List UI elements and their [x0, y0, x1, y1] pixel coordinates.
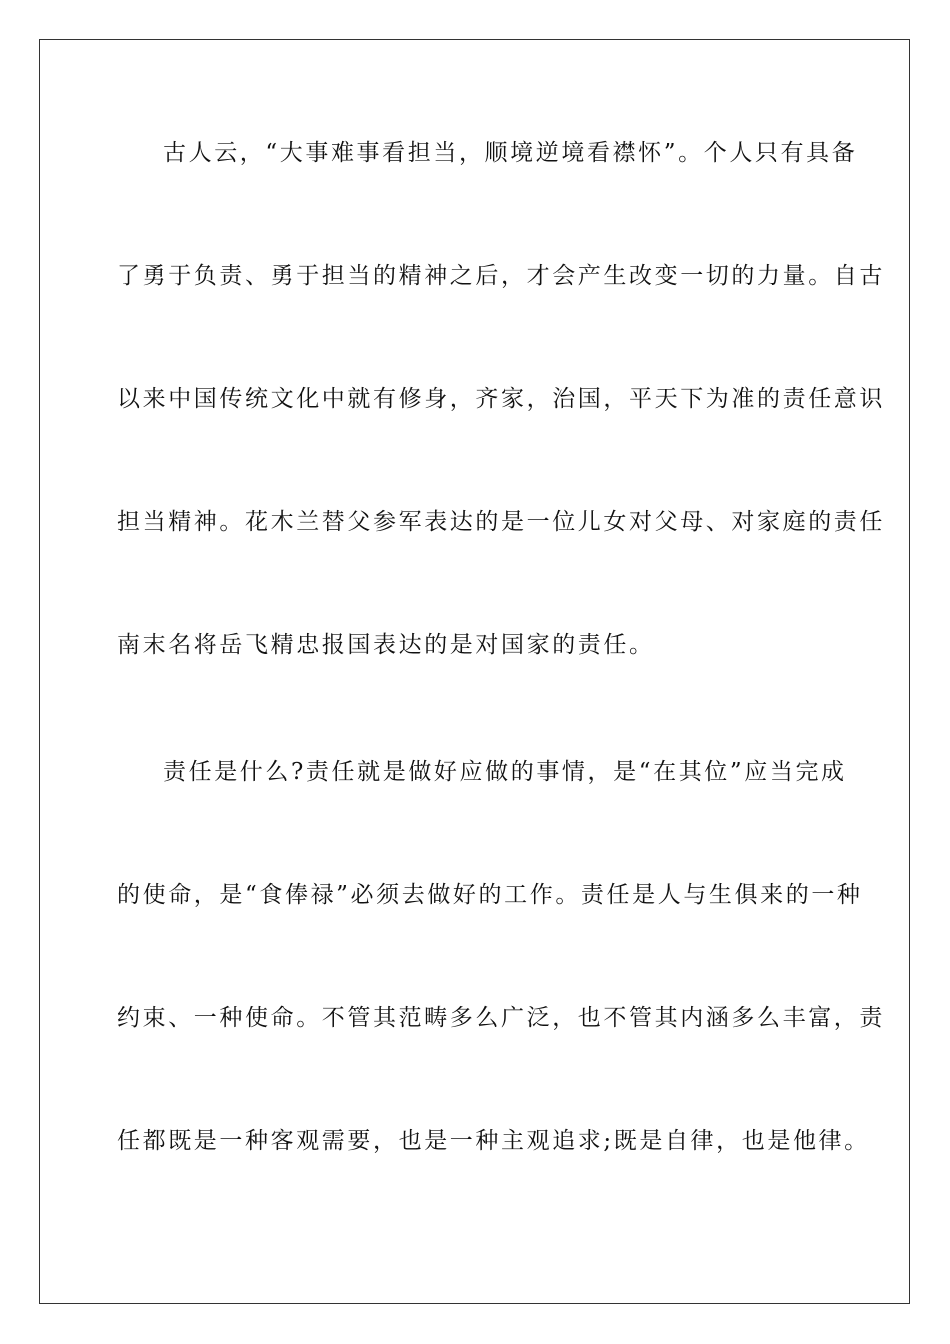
text-line: 约束、一种使命。不管其范畴多么广泛，也不管其内涵多么丰富，责 — [117, 1005, 885, 1031]
page-border — [39, 39, 910, 1304]
text-line: 以来中国传统文化中就有修身，齐家，治国，平天下为准的责任意识 — [117, 386, 885, 412]
text-line: 古人云，“大事难事看担当，顺境逆境看襟怀”。个人只有具备 — [163, 140, 858, 166]
text-line: 南末名将岳飞精忠报国表达的是对国家的责任。 — [117, 632, 655, 658]
text-line: 了勇于负责、勇于担当的精神之后，才会产生改变一切的力量。自古 — [117, 263, 885, 289]
text-line: 任都既是一种客观需要，也是一种主观追求;既是自律，也是他律。 — [117, 1128, 870, 1154]
text-line: 担当精神。花木兰替父参军表达的是一位儿女对父母、对家庭的责任 — [117, 509, 885, 535]
text-line: 的使命，是“食俸禄”必须去做好的工作。责任是人与生俱来的一种 — [117, 882, 863, 908]
text-line: 责任是什么?责任就是做好应做的事情，是“在其位”应当完成 — [163, 759, 847, 785]
